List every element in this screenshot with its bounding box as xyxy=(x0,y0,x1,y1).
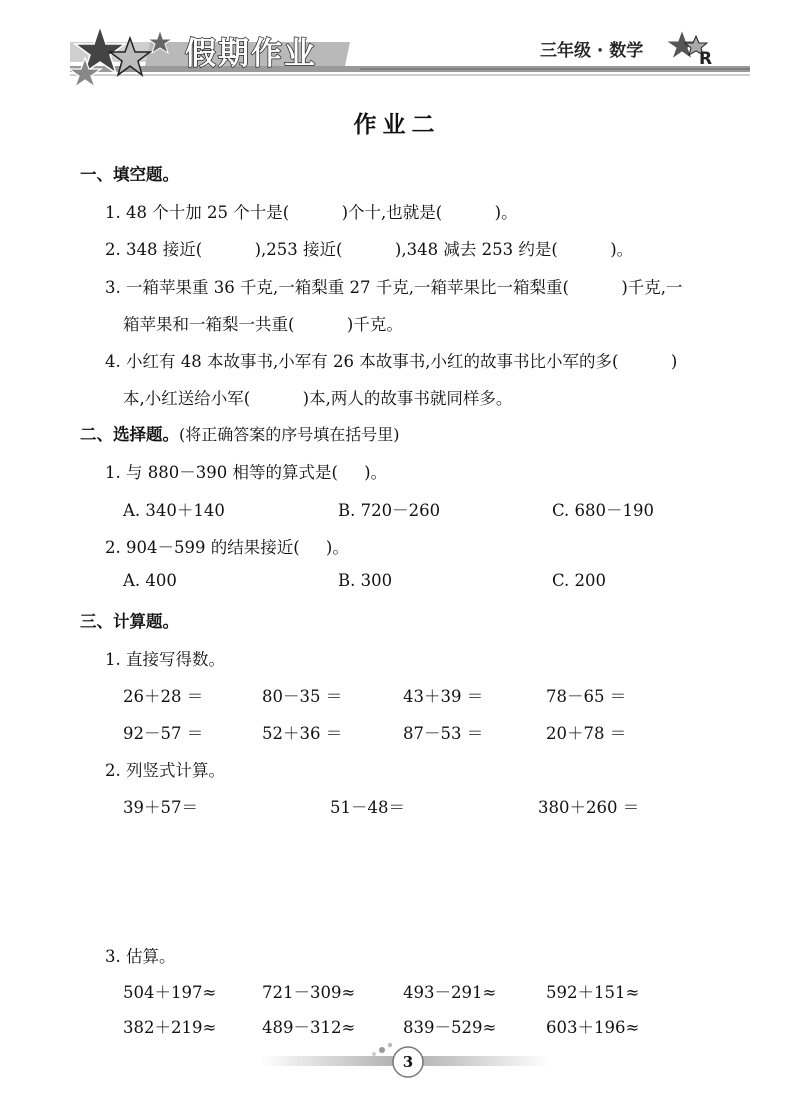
direct-item: 26＋28 ＝ xyxy=(123,687,204,706)
estimate-item: 721－309≈ xyxy=(262,983,356,1002)
estimate-item: 504＋197≈ xyxy=(123,983,217,1002)
direct-item: 80－35 ＝ xyxy=(262,687,343,706)
estimate-item: 603＋196≈ xyxy=(546,1018,640,1037)
choice-2-option-a: A. 400 xyxy=(123,571,177,590)
estimate-item: 489－312≈ xyxy=(262,1018,356,1037)
fill-question-2: 2. 348 接近( ),253 接近( ),348 减去 253 约是( )。 xyxy=(105,240,634,259)
choice-question-1: 1. 与 880－390 相等的算式是( )。 xyxy=(105,463,388,482)
page-title: 作业二 xyxy=(353,112,441,138)
estimate-item: 493－291≈ xyxy=(403,983,497,1002)
fill-question-4-line-2: 本,小红送给小军( )本,两人的故事书就同样多。 xyxy=(123,389,513,408)
choice-1-option-b: B. 720－260 xyxy=(338,501,441,520)
section-choice-title: 二、选择题。 xyxy=(80,425,179,444)
direct-item: 78－65 ＝ xyxy=(546,687,627,706)
star-cluster-icon xyxy=(60,18,190,98)
direct-item: 20＋78 ＝ xyxy=(546,724,627,743)
section-fill-in-heading: 一、填空题。 xyxy=(80,165,179,184)
choice-2-option-c: C. 200 xyxy=(552,571,607,590)
section-calc-heading: 三、计算题。 xyxy=(80,612,179,631)
choice-2-option-b: B. 300 xyxy=(338,571,393,590)
fill-question-3-line-1: 3. 一箱苹果重 36 千克,一箱梨重 27 千克,一箱苹果比一箱梨重( )千克,一 xyxy=(105,278,683,297)
page-header xyxy=(0,0,794,95)
direct-item: 87－53 ＝ xyxy=(403,724,484,743)
fill-question-3-line-2: 箱苹果和一箱梨一共重( )千克。 xyxy=(123,315,403,334)
brand-title: 假期作业 xyxy=(185,36,317,72)
direct-item: 43＋39 ＝ xyxy=(403,687,484,706)
section-choice-note: (将正确答案的序号填在括号里) xyxy=(179,425,400,444)
edition-mark: R xyxy=(699,49,713,69)
choice-question-2: 2. 904－599 的结果接近( )。 xyxy=(105,538,349,557)
estimate-item: 839－529≈ xyxy=(403,1018,497,1037)
vertical-item: 51－48＝ xyxy=(330,798,405,817)
page-number: 3 xyxy=(402,1053,414,1071)
calc-sub-vertical: 2. 列竖式计算。 xyxy=(105,761,225,780)
calc-sub-estimate: 3. 估算。 xyxy=(105,947,176,966)
section-choice-heading xyxy=(80,421,400,445)
grade-subject-label: 三年级 · 数学 xyxy=(540,41,644,61)
direct-item: 92－57 ＝ xyxy=(123,724,204,743)
vertical-item: 39＋57＝ xyxy=(123,798,198,817)
estimate-item: 382＋219≈ xyxy=(123,1018,217,1037)
choice-1-option-a: A. 340＋140 xyxy=(123,501,225,520)
fill-question-4-line-1: 4. 小红有 48 本故事书,小军有 26 本故事书,小红的故事书比小军的多( ) xyxy=(105,352,678,371)
vertical-item: 380＋260 ＝ xyxy=(538,798,640,817)
choice-1-option-c: C. 680－190 xyxy=(552,501,655,520)
fill-question-1: 1. 48 个十加 25 个十是( )个十,也就是( )。 xyxy=(105,203,518,222)
direct-item: 52＋36 ＝ xyxy=(262,724,343,743)
estimate-item: 592＋151≈ xyxy=(546,983,640,1002)
calc-sub-direct: 1. 直接写得数。 xyxy=(105,650,225,669)
